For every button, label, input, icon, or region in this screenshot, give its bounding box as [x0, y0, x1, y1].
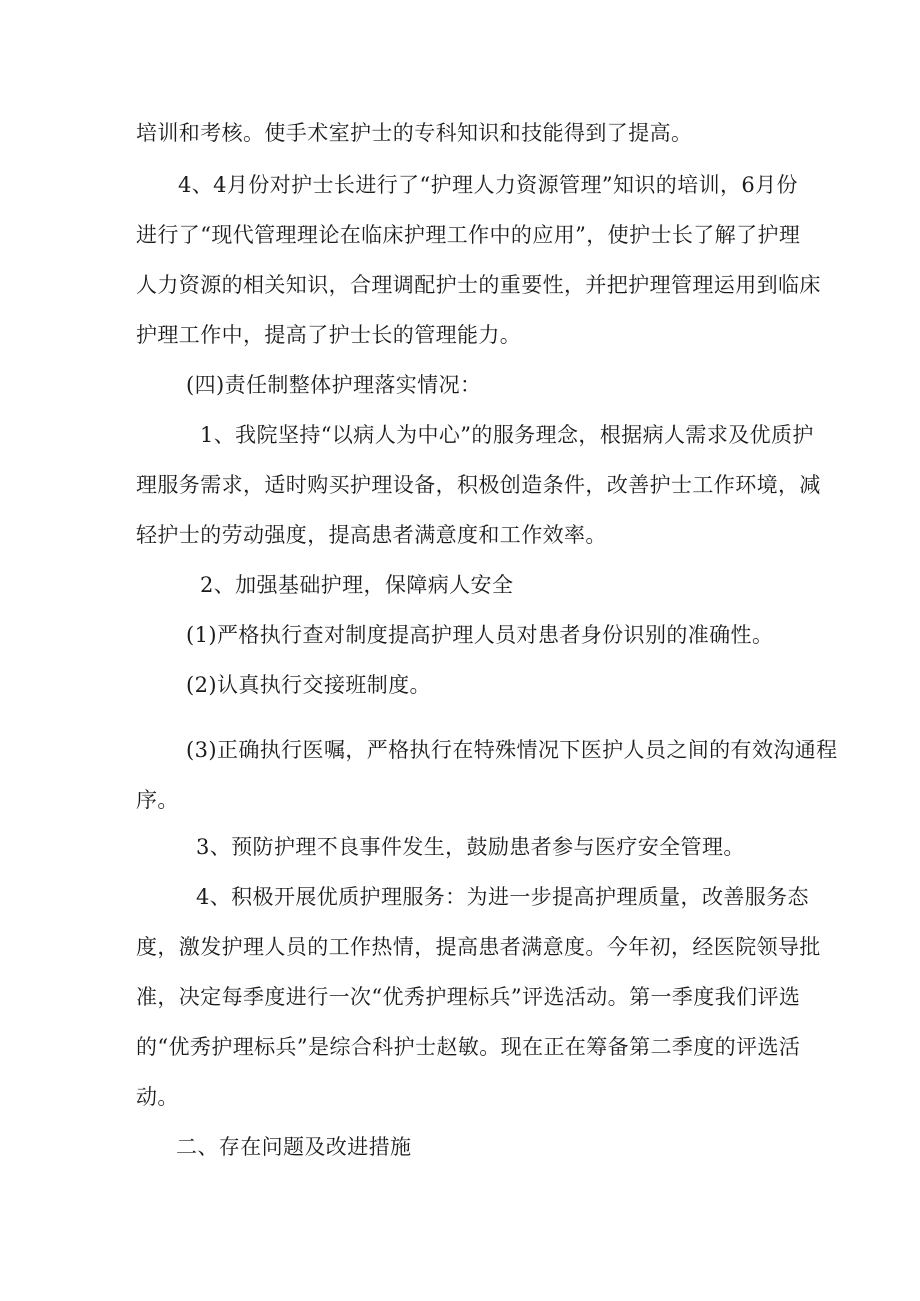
section-heading: 二、存在问题及改进措施 [176, 1135, 412, 1159]
text-line: (1)严格执行查对制度提高护理人员对患者身份识别的准确性。 [186, 623, 774, 647]
text-line: 人力资源的相关知识，合理调配护士的重要性，并把护理管理运用到临床 [136, 273, 821, 297]
text-line: 序。 [136, 788, 179, 812]
text-line: 度，激发护理人员的工作热情，提高患者满意度。今年初，经医院领导批 [136, 935, 821, 959]
section-heading: (四)责任制整体护理落实情况： [186, 373, 482, 397]
text-line: (3)正确执行医嘱，严格执行在特殊情况下医护人员之间的有效沟通程 [186, 738, 838, 762]
text-line: 的“优秀护理标兵”是综合科护士赵敏。现在正在筹备第二季度的评选活 [136, 1035, 801, 1059]
text-line: (2)认真执行交接班制度。 [186, 673, 431, 697]
text-line: 4、4月份对护士长进行了“护理人力资源管理”知识的培训，6月份 [178, 173, 798, 197]
text-line: 准，决定每季度进行一次“优秀护理标兵”评选活动。第一季度我们评选 [136, 985, 801, 1009]
text-line: 动。 [136, 1085, 179, 1109]
text-line: 2、加强基础护理，保障病人安全 [200, 573, 514, 597]
text-line: 护理工作中，提高了护士长的管理能力。 [136, 323, 522, 347]
text-line: 1、我院坚持“以病人为中心”的服务理念，根据病人需求及优质护 [200, 423, 814, 447]
text-line: 轻护士的劳动强度，提高患者满意度和工作效率。 [136, 523, 607, 547]
text-line: 理服务需求，适时购买护理设备，积极创造条件，改善护士工作环境，减 [136, 473, 821, 497]
text-line: 进行了“现代管理理论在临床护理工作中的应用”，使护士长了解了护理 [136, 223, 801, 247]
text-line: 培训和考核。使手术室护士的专科知识和技能得到了提高。 [136, 121, 693, 145]
text-line: 4、积极开展优质护理服务：为进一步提高护理质量，改善服务态 [196, 885, 809, 909]
text-line: 3、预防护理不良事件发生，鼓励患者参与医疗安全管理。 [196, 835, 745, 859]
